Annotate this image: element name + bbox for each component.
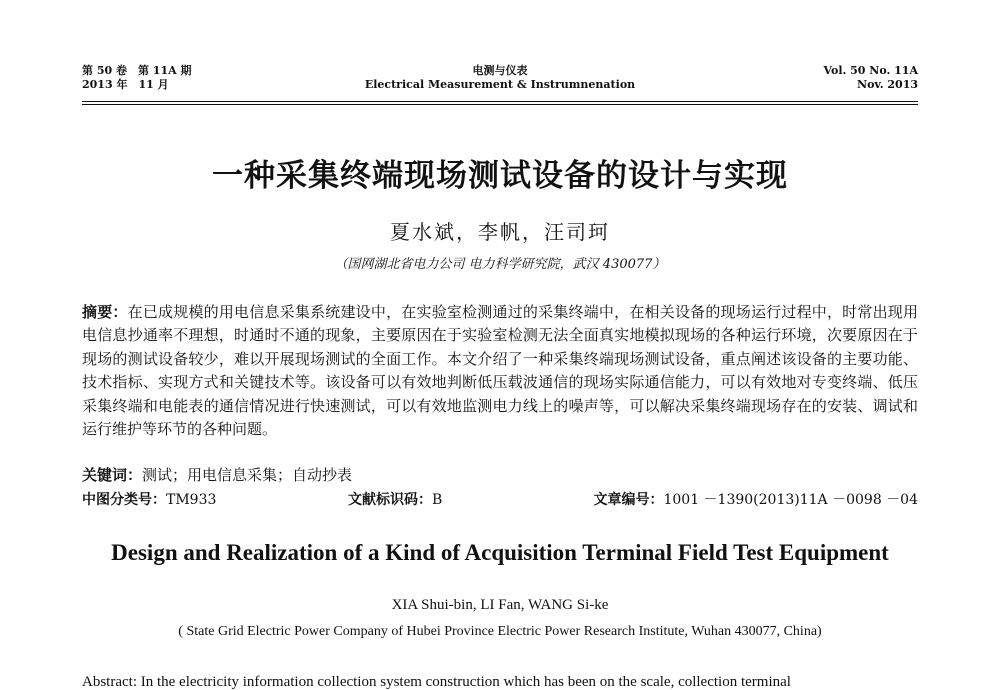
keywords-cn [82, 465, 918, 485]
keywords-label: 关键词： [82, 466, 143, 484]
article-number-label: 文章编号： [593, 492, 664, 508]
publication-date-text: 2013 年 11 月 [82, 78, 169, 91]
article-number-value: 1001 －1390(2013)11A －0098 －04 [663, 492, 918, 508]
authors-en: XIA Shui-bin, LI Fan, WANG Si-ke [391, 597, 609, 613]
clc-value: TM933 [166, 492, 217, 508]
document-code [348, 490, 442, 510]
journal-volume-en [823, 64, 918, 92]
journal-name-cn: 电测与仪表 [472, 64, 528, 77]
paper-title-en: Design and Realization of a Kind of Acquisition Terminal Field Test Equipment [111, 540, 889, 565]
paper-title-cn: 一种采集终端现场测试设备的设计与实现 [212, 158, 788, 194]
header-rule-top [82, 101, 918, 102]
authors-cn: 夏水斌，李帆，汪司珂 [390, 220, 610, 244]
abstract-text: 在已成规模的用电信息采集系统建设中，在实验室检测通过的采集终端中，在相关设备的现场运行过程中，时常出现用电信息抄通率不理想，时通时不通的现象，主要原因在于实验室检测无法全面真实地模拟现场的各种运行环境，次要原因在于现场的测试设备较少，难以开展现场测试的全面工作。本文介绍了一种采集终端现场测试设备，重点阐述该设备的主要功能、技术指标、实现方式和关键技术等。该设备可以有效地判断低压载波通信的现场实际通信能力，可以有效地对专变终端、低压采集终端和电能表的通信情况进行快速测试，可以有效地监测电力线上的噪声等，可以解决采集终端现场存在的安装、调试和运行维护等环节的各种问题。 [82, 303, 918, 439]
affiliation-cn: （国网湖北省电力公司 电力科学研究院，武汉 430077） [334, 257, 666, 272]
document-code-value: B [432, 492, 443, 508]
journal-name [300, 64, 700, 92]
clc-label: 中图分类号： [82, 492, 166, 508]
volume-issue-text: 第 50 卷 第 11A 期 [82, 64, 192, 77]
journal-volume-issue [82, 64, 191, 92]
abstract-en-partial: Abstract: In the electricity information collection system construction which has been on the scale, collection terminal [82, 674, 791, 690]
abstract-label: 摘要： [82, 303, 128, 321]
article-number [593, 490, 918, 510]
affiliation-en: ( State Grid Electric Power Company of Hubei Province Electric Power Research Institute, Wuhan 430077, China) [178, 624, 822, 639]
journal-name-en: Electrical Measurement & Instrumnenation [364, 78, 636, 91]
document-code-label: 文献标识码： [348, 492, 432, 508]
header-rule-bottom [82, 104, 918, 105]
date-en-text: Nov. 2013 [857, 78, 918, 91]
abstract-cn [82, 301, 918, 441]
keywords-text: 测试；用电信息采集；自动抄表 [142, 466, 353, 484]
clc-number [82, 490, 216, 510]
volume-en-text: Vol. 50 No. 11A [823, 64, 918, 77]
